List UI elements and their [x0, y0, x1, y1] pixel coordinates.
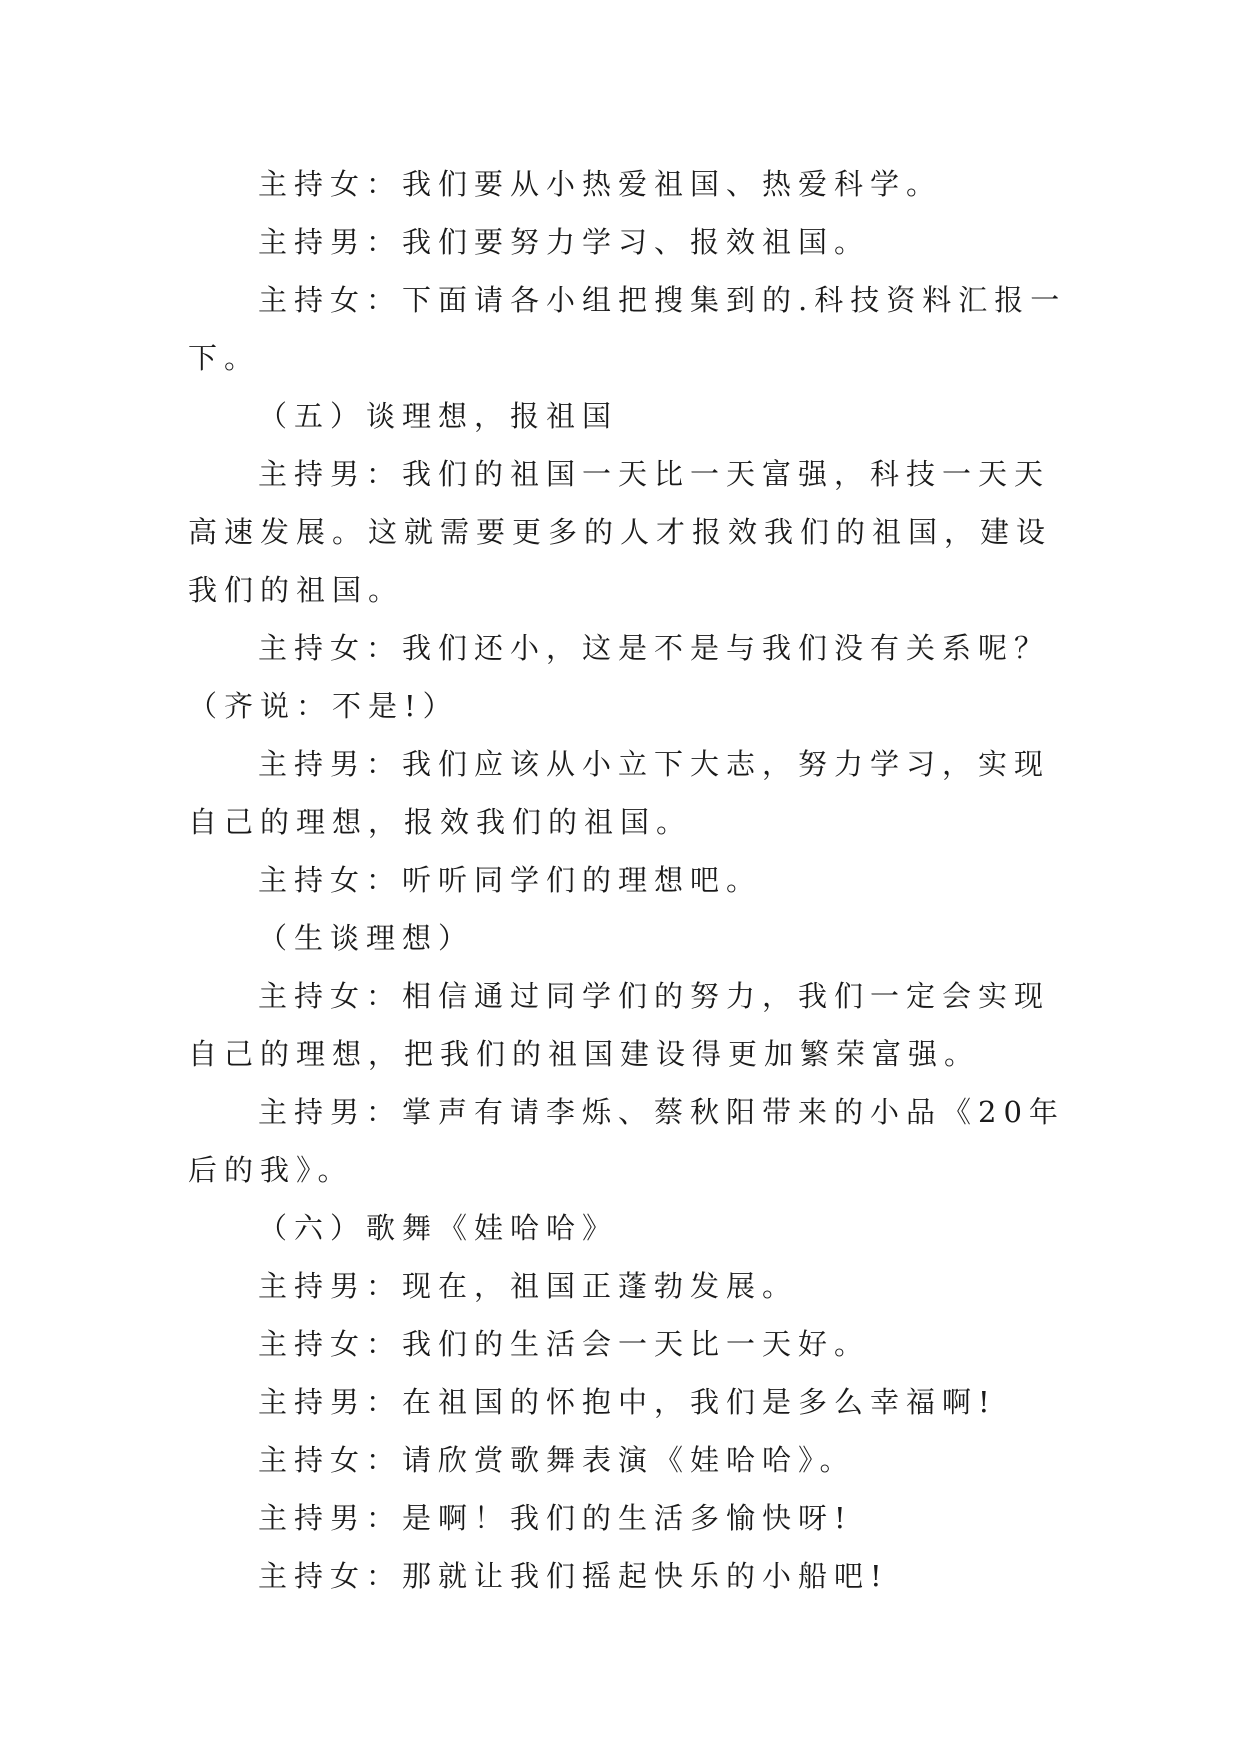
paragraph: 主持女：相信通过同学们的努力，我们一定会实现自己的理想，把我们的祖国建设得更加繁荣富强。 [188, 979, 1051, 1071]
paragraph: 主持男：我们要努力学习、报效祖国。 [258, 225, 871, 259]
paragraph: 主持男：现在，祖国正蓬勃发展。 [258, 1269, 799, 1303]
section-heading: （六）歌舞《娃哈哈》 [258, 1211, 619, 1245]
paragraph: 主持男：我们的祖国一天比一天富强，科技一天天高速发展。这就需要更多的人才报效我们的祖国，建设我们的祖国。 [188, 457, 1053, 607]
stage-direction: （生谈理想） [258, 921, 475, 955]
paragraph: 主持女：我们要从小热爱祖国、热爱科学。 [258, 167, 943, 201]
document-body [188, 155, 1068, 1605]
paragraph: 主持男：我们应该从小立下大志，努力学习，实现自己的理想，报效我们的祖国。 [188, 747, 1051, 839]
paragraph: 主持男：在祖国的怀抱中，我们是多么幸福啊! [258, 1385, 997, 1419]
paragraph: 主持女：我们还小，这是不是与我们没有关系呢？（齐说：不是!） [188, 631, 1051, 723]
section-heading: （五）谈理想，报祖国 [258, 399, 619, 433]
paragraph: 主持女：我们的生活会一天比一天好。 [258, 1327, 871, 1361]
paragraph: 主持男：是啊！我们的生活多愉快呀! [258, 1501, 853, 1535]
paragraph: 主持女：请欣赏歌舞表演《娃哈哈》。 [258, 1443, 856, 1477]
paragraph: 主持女：下面请各小组把搜集到的.科技资料汇报一下。 [188, 283, 1067, 375]
paragraph: 主持女：听听同学们的理想吧。 [258, 863, 763, 897]
paragraph: 主持女：那就让我们摇起快乐的小船吧! [258, 1559, 889, 1593]
paragraph: 主持男：掌声有请李烁、蔡秋阳带来的小品《20年后的我》。 [188, 1095, 1065, 1187]
